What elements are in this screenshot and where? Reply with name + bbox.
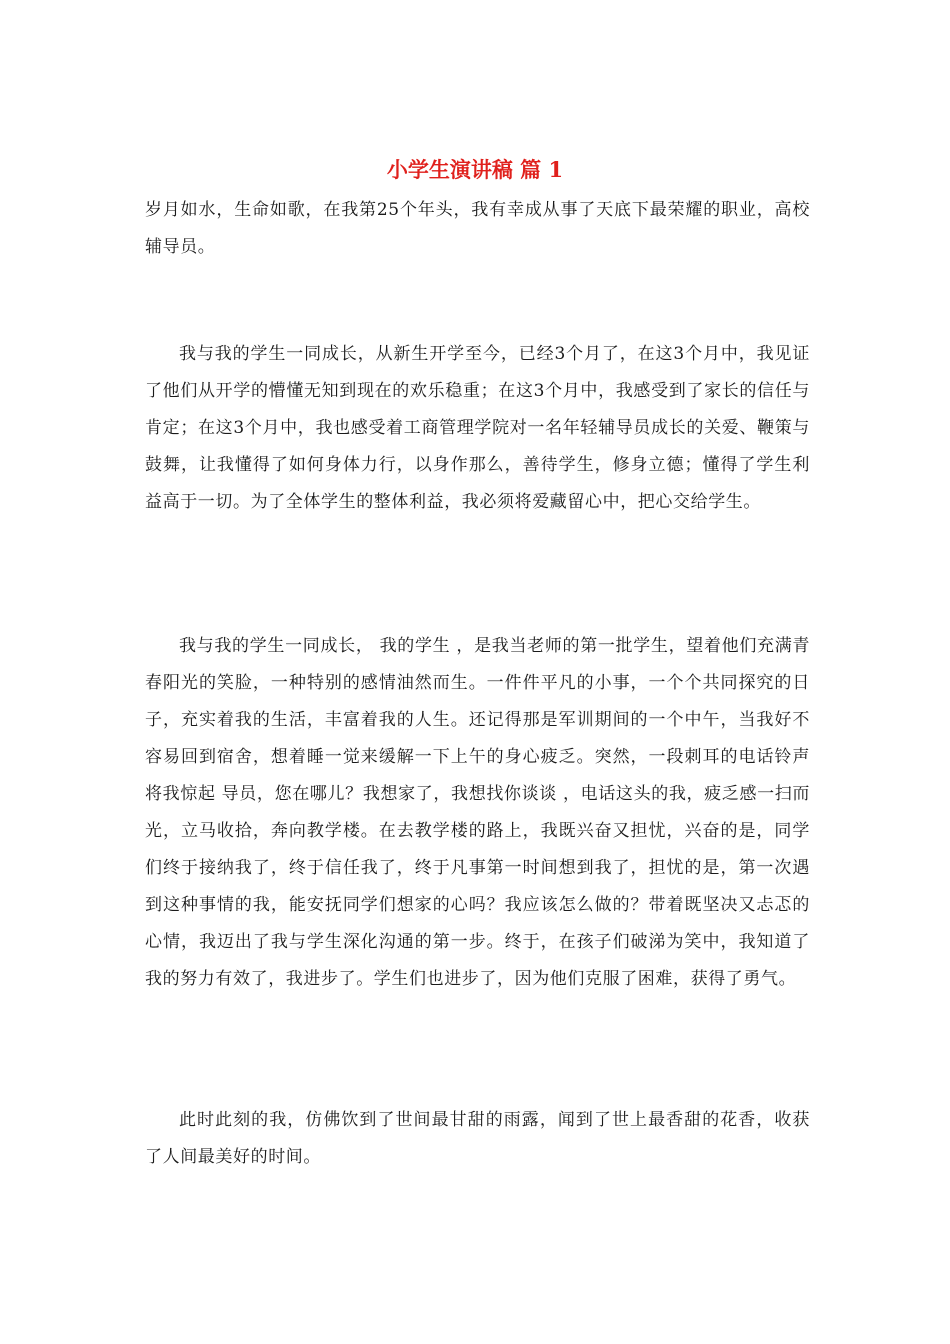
document-title: 小学生演讲稿 篇 1 <box>386 157 564 182</box>
paragraph-intro: 岁月如水，生命如歌，在我第25个年头，我有幸成从事了天底下最荣耀的职业，高校辅导员。 <box>145 200 810 257</box>
paragraph-closing: 此时此刻的我，仿佛饮到了世间最甘甜的雨露，闻到了世上最香甜的花香，收获了人间最美好的时间。 <box>145 1110 810 1167</box>
paragraph-growth: 我与我的学生一同成长，从新生开学至今，已经3个月了，在这3个月中，我见证了他们从开学的懵懂无知到现在的欢乐稳重；在这3个月中，我感受到了家长的信任与肯定；在这3个月中，我也感受着工商管理学院对一名年轻辅导员成长的关爱、鞭策与鼓舞，让我懂得了如何身体力行，以身作那么，善待学生，修身立德；懂得了学生利益高于一切。为了全体学生的整体利益，我必须将爱藏留心中，把心交给学生。 <box>145 344 810 512</box>
paragraph-story: 我与我的学生一同成长， 我的学生 ，是我当老师的第一批学生，望着他们充满青春阳光的笑脸，一种特别的感情油然而生。一件件平凡的小事，一个个共同探究的日子，充实着我的生活，丰富着我的人生。还记得那是军训期间的一个中午，当我好不容易回到宿舍，想着睡一觉来缓解一下上午的身心疲乏。突然，一段刺耳的电话铃声将我惊起 导员，您在哪儿？我想家了，我想找你谈谈 ，电话这头的我，疲乏感一扫而光，立马收拾，奔向教学楼。在去教学楼的路上，我既兴奋又担忧，兴奋的是，同学们终于接纳我了，终于信任我了，终于凡事第一时间想到我了，担忧的是，第一次遇到这种事情的我，能安抚同学们想家的心吗？我应该怎么做的？带着既坚决又忐忑的心情，我迈出了我与学生深化沟通的第一步。终于，在孩子们破涕为笑中，我知道了我的努力有效了，我进步了。学生们也进步了，因为他们克服了困难，获得了勇气。 <box>145 636 810 989</box>
